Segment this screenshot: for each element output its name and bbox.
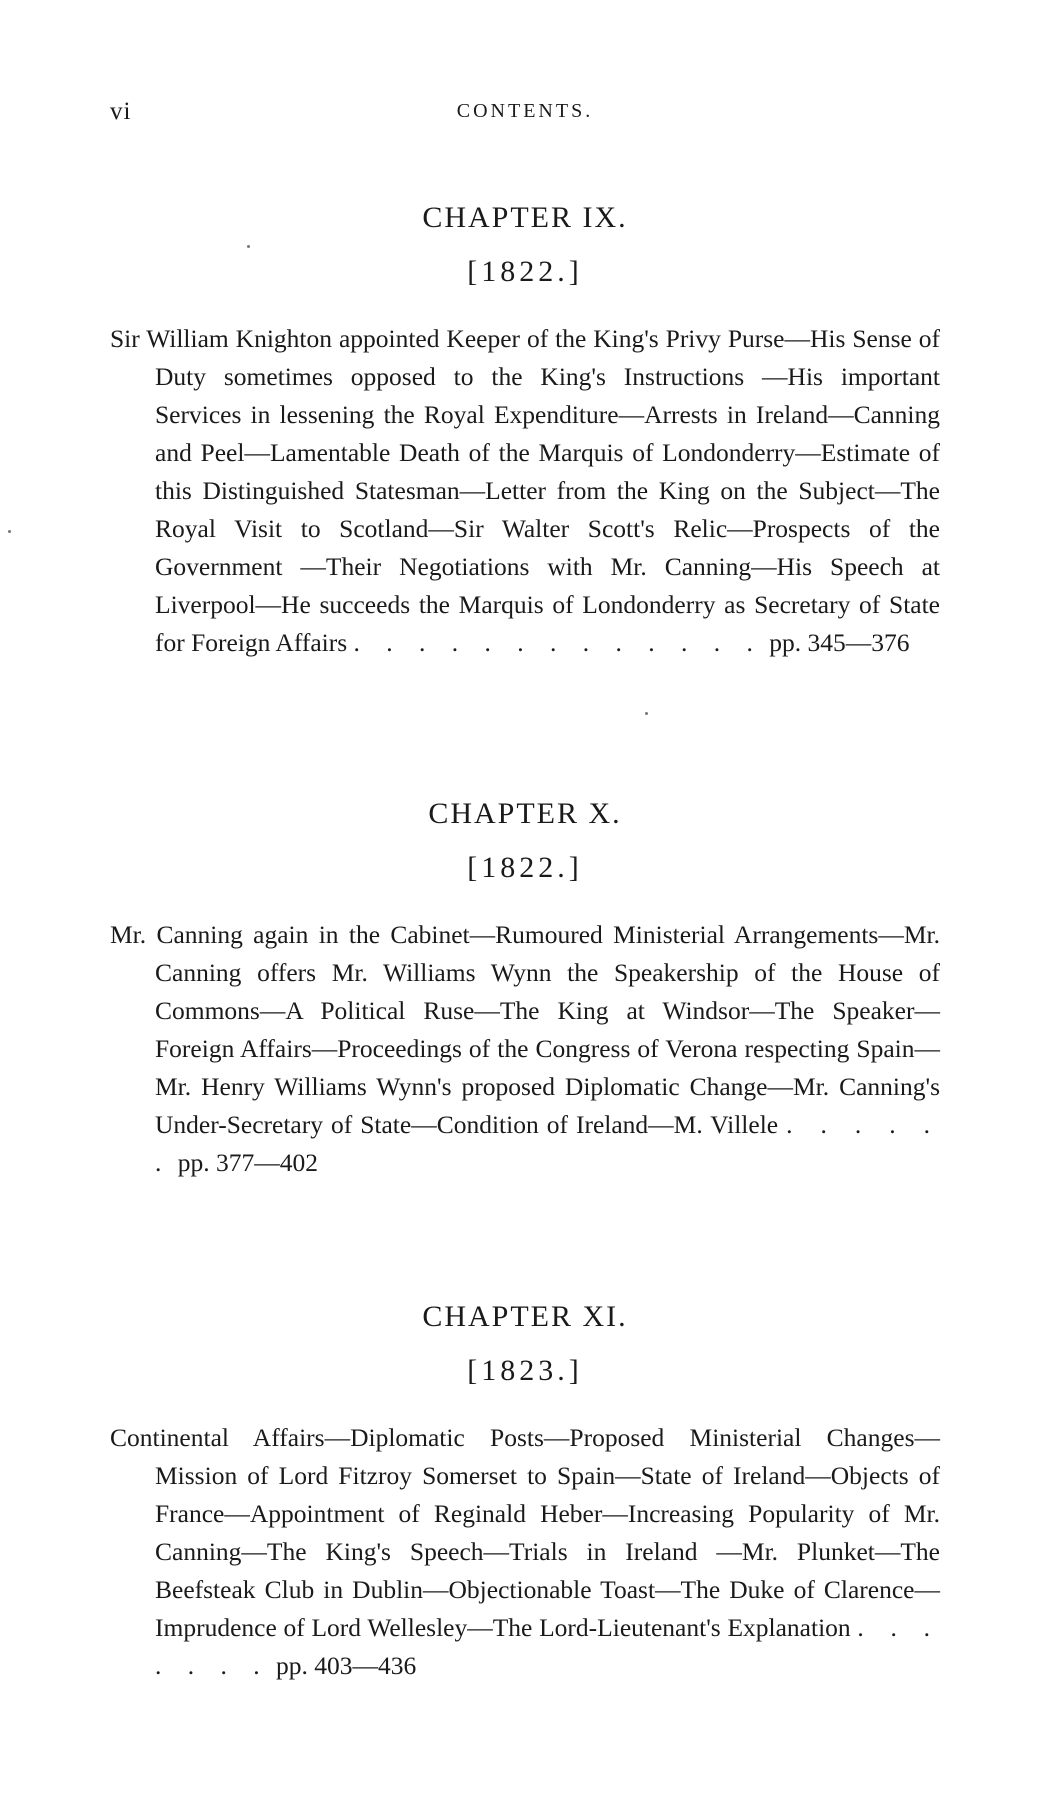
chapter-synopsis	[110, 916, 940, 1182]
dot-leader: . . . . . . .	[155, 1613, 940, 1680]
dot-leader: . . . . . .	[155, 1110, 940, 1177]
running-head: CONTENTS.	[456, 100, 594, 122]
synopsis-text: Continental Affairs—Diplomatic Posts—Proposed Ministerial Changes—Mission of Lord Fitzroy Somerset to Spain—State of Ireland—Objects of France—Appointment of Reginald Heber—Increasing Popularity of Mr. Canning—The King's Speech—Trials in Ireland —Mr. Plunket—The Beefsteak Club in Dublin—Objectionable Toast—The Duke of Clarence—Imprudence of Lord Wellesley—The Lord-Lieutenant's Explanation	[110, 1423, 940, 1642]
chapter-title: CHAPTER IX.	[422, 201, 628, 234]
chapter-entry	[0, 1297, 1050, 1685]
scan-speck	[247, 245, 250, 248]
chapter-title: CHAPTER XI.	[422, 1300, 628, 1333]
page-range: pp. 403—436	[276, 1651, 417, 1680]
page-range: pp. 345—376	[769, 628, 910, 657]
chapter-synopsis	[110, 1419, 940, 1685]
page-folio: vi	[110, 98, 132, 125]
synopsis-text: Mr. Canning again in the Cabinet—Rumoured Ministerial Arrangements—Mr. Canning offers Mr. Williams Wynn the Speakership of the House of Commons—A Political Ruse—The King at Windsor—The Speaker—Foreign Affairs—Proceedings of the Congress of Verona respecting Spain—Mr. Henry Williams Wynn's proposed Diplomatic Change—Mr. Canning's Under-Secretary of State—Condition of Ireland—M. Villele	[110, 920, 940, 1139]
chapter-entry	[0, 794, 1050, 1182]
chapter-entry	[0, 198, 1050, 662]
page-range: pp. 377—402	[177, 1148, 318, 1177]
chapter-year: [1822.]	[467, 851, 583, 884]
chapter-title: CHAPTER X.	[428, 797, 622, 830]
synopsis-text: Sir William Knighton appointed Keeper of the King's Privy Purse—His Sense of Duty sometimes opposed to the King's Instructions —His important Services in lessening the Royal Expenditure—Arrests in Ireland—Canning and Peel—Lamentable Death of the Marquis of Londonderry—Estimate of this Distinguished Statesman—Letter from the King on the Subject—The Royal Visit to Scotland—Sir Walter Scott's Relic—Prospects of the Government —Their Negotiations with Mr. Canning—His Speech at Liverpool—He succeeds the Marquis of Londonderry as Secretary of State for Foreign Affairs	[110, 324, 940, 657]
scan-speck	[645, 712, 648, 715]
dot-leader: . . . . . . . . . . . . .	[353, 628, 763, 657]
chapter-synopsis	[110, 320, 940, 662]
chapter-year: [1822.]	[467, 255, 583, 288]
scan-speck	[8, 530, 11, 533]
chapter-year: [1823.]	[467, 1354, 583, 1387]
